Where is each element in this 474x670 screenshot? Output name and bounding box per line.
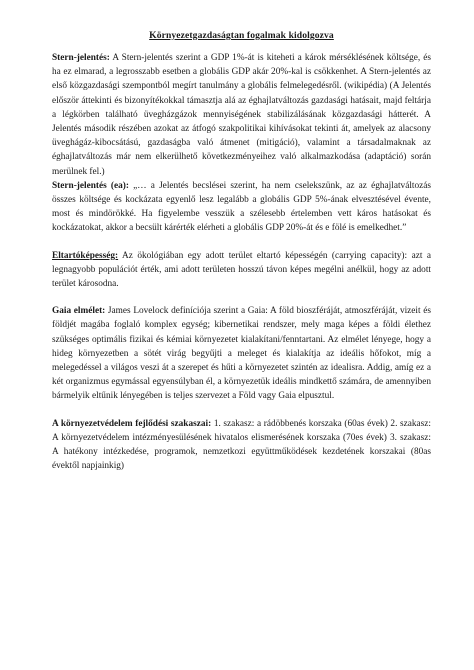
paragraph-gaia-theory [52,304,431,403]
paragraph-gap [52,291,431,304]
term-gaia-theory: Gaia elmélet: [52,306,106,317]
term-carrying-capacity: Eltartóképesség: [52,250,119,261]
paragraph-carrying-capacity [52,249,431,292]
paragraph-gap [52,236,431,249]
term-stern-report: Stern-jelentés: [52,53,110,63]
text-stern-report: A Stern-jelentés szerint a GDP 1%-át is kiteheti a károk mérséklésének költsége, és ha ez elmarad, a legrosszabb esetben a globális GDP akár 20%-kal is csökkenhet. A Stern-jelentés az első közgazdasági szempontból megírt tanulmány a globális felmelegedésről. (wikipédia) (A Jelentés először áttekinti és bizonyítékokkal támasztja alá az éghajlatváltozás gazdasági hatásait, majd feltárja a légkörben található üvegházgázok mennyiségének stabilizálásának közgazdasági hátterét. A Jelentés második részében azokat az átfogó szakpolitikai kihívásokat tekinti át, amelyek az alacsony üveghágáz-kibocsátású, gazdaságba való átmenet (mitigáció), valamint a társadalmaknak az éghajlatváltozás már nem elkerülhető következményeihez való alkalmazkodása (adaptáció) során merülnek fel.) [52,53,431,177]
text-carrying-capacity: Az ökológiában egy adott terület eltartó képességén (carrying capacity): azt a legnagyobb populációt érték, ami adott területen hosszú távon képes megélni anélkül, hogy az adott terület károsodna. [52,250,431,290]
term-stern-report-ea: Stern-jelentés (ea): [52,180,129,191]
text-env-protection-stages: 1. szakasz: a rádöbbenés korszaka (60as évek) 2. szakasz: A környezetvédelem intézményesülésének hivatalos elismerésének korszaka (70es évek) 3. szakasz: A hatékony intézkedése, programok, nemzetkozi együttműködések kezdetének korszakai (80as évektől napjainkig) [52,418,431,472]
text-stern-report-ea: „… a Jelentés becslései szerint, ha nem cselekszünk, az az éghajlatváltozás összes költsége és kockázata egyenlő lesz legalább a globális GDP 5%-ának elvesztésével évente, most és mindörökké. Ha figyelembe vesszük a szélesebb értelemben vett káros hatásokat és kockázatokat, akkor a becsült kárérték elérheti a globális GDP 20%-át és e fölé is emelkedhet.” [52,180,432,234]
paragraph-stern-report [52,51,431,179]
document-title: Környezetgazdaságtan fogalmak kidolgozva [149,30,334,41]
paragraph-stern-report-ea [52,179,431,236]
paragraph-env-protection-stages [52,417,431,474]
paragraph-gap [52,404,431,417]
term-env-protection-stages: A környezetvédelem fejlődési szakaszai: [52,418,212,429]
text-gaia-theory: James Lovelock definíciója szerint a Gaia: A föld bioszféráját, atmoszféráját, vizeit és földjét magába foglaló komplex egység; kibernetikai rendszer, mely maga képes a földi élethez szükséges optimális fizikai és kémiai környezetet kialakítani/fenntartani. Az elmélet lényege, hogy a hideg környezetben a sötét virág begyűjti a meleget és kialakítja az ideális hőfokot, míg a melegedéssel a világos veszi át a szerepet és hűti a környezetet szintén az idealisra. Addig, amíg ez a két organizmus egymással egyensúlyban él, a környezetük ideális mindkettő számára, de amennyiben bármelyik eltűnik lényegében is teljes szervezet a Föld vagy Gaia elpusztul. [52,306,431,402]
